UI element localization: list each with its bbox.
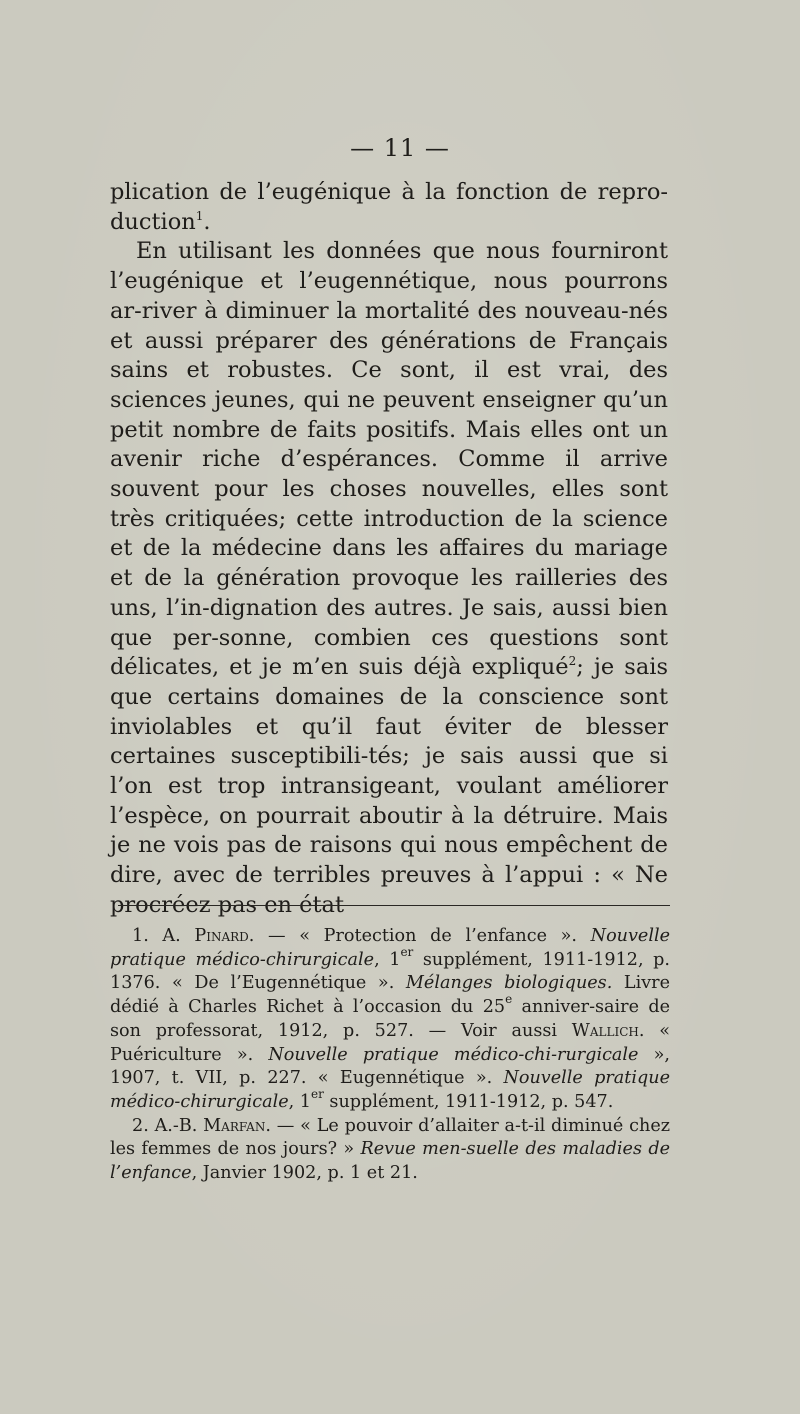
paragraph-1-end: . <box>203 208 211 235</box>
paragraph-1 <box>110 178 668 237</box>
footnote-1-text: supplément, 1911-1912, p. 1376. « De l’Eugennétique ». <box>110 949 670 994</box>
footnote-1 <box>110 925 670 1115</box>
footnote-2 <box>110 1115 670 1186</box>
footnote-1-author: Pinard <box>194 926 249 946</box>
footnote-1-sup: e <box>505 992 513 1007</box>
paragraph-2-text-b: ; je sais que certains domaines de la conscience sont inviolables et qu’il faut éviter de blesser certaines susceptibili-tés; je sais aussi que si l’on est trop intransigeant, voulant améliorer l’espèce, on pourrait aboutir à la détruire. Mais je ne vois pas de raisons qui nous empêchent de dire, avec de terribles preuves à l’appui : « Ne procréez pas en état <box>110 654 668 918</box>
footnote-2-text: , Janvier 1902, p. 1 et 21. <box>191 1163 418 1184</box>
footnote-1-journal: Nouvelle pratique médico-chirurgicale <box>110 1068 670 1112</box>
footnote-1-text: , 1 <box>374 949 401 970</box>
page-number: — 11 — <box>350 134 450 162</box>
footnote-1-text: , 1 <box>288 1091 311 1112</box>
footnotes <box>110 925 670 1186</box>
paragraph-2 <box>110 237 668 920</box>
footnote-1-sup: er <box>400 944 414 959</box>
footnote-1-text: », 1907, t. VII, p. 227. « Eugennétique ». <box>110 1044 670 1089</box>
footnote-2-author: Marfan <box>203 1115 266 1136</box>
footnote-1-author: Wallich <box>571 1020 639 1041</box>
footnote-1-text: Livre dédié à Charles Richet à l’occasion du 25 <box>110 973 670 1018</box>
footnote-1-journal: Mélanges biologiques. <box>405 973 613 994</box>
footnote-1-number: 1. A. <box>132 926 181 946</box>
footnote-1-text: anniver-saire de son professorat, 1912, p. 527. — Voir aussi <box>110 997 670 1041</box>
footnote-2-number: 2. A.-B. <box>132 1115 198 1136</box>
footnote-divider <box>118 905 670 906</box>
footnote-1-journal: Nouvelle pratique médico-chi-rurgicale <box>268 1044 639 1065</box>
footnote-1-text: supplément, 1911-1912, p. 547. <box>323 1091 614 1112</box>
footnote-2-journal: Revue men-suelle des maladies de l’enfance <box>110 1139 670 1184</box>
footnote-1-sup: er <box>311 1086 324 1101</box>
footnote-1-text: . « Puériculture ». <box>110 1020 671 1065</box>
body-text <box>110 178 668 921</box>
footnote-1-journal: Nouvelle pratique médico-chirurgicale <box>110 926 671 970</box>
footnote-2-text: . — « Le pouvoir d’allaiter a-t-il diminué chez les femmes de nos jours? » <box>110 1115 670 1160</box>
footnote-ref-1[interactable]: 1 <box>195 208 204 223</box>
footnote-ref-2[interactable]: 2 <box>568 654 577 669</box>
paragraph-2-text-a: En utilisant les données que nous fourniront l’eugénique et l’eugennétique, nous pourrons ar-river à diminuer la mortalité des nouveau-nés et aussi préparer des générations de Français sains et robustes. Ce sont, il est vrai, des sciences jeunes, qui ne peuvent enseigner qu’un petit nombre de faits positifs. Mais elles ont un avenir riche d’espérances. Comme il arrive souvent pour les choses nouvelles, elles sont très critiquées; cette introduction de la science et de la médecine dans les affaires du mariage et de la génération provoque les railleries des uns, l’in-dignation des autres. Je sais, aussi bien que per-sonne, combien ces questions sont délicates, et je m’en suis déjà expliqué <box>110 238 668 681</box>
paragraph-1-text: plication de l’eugénique à la fonction de repro-duction <box>110 179 668 235</box>
footnote-1-text: . — « Protection de l’enfance ». <box>248 926 578 946</box>
